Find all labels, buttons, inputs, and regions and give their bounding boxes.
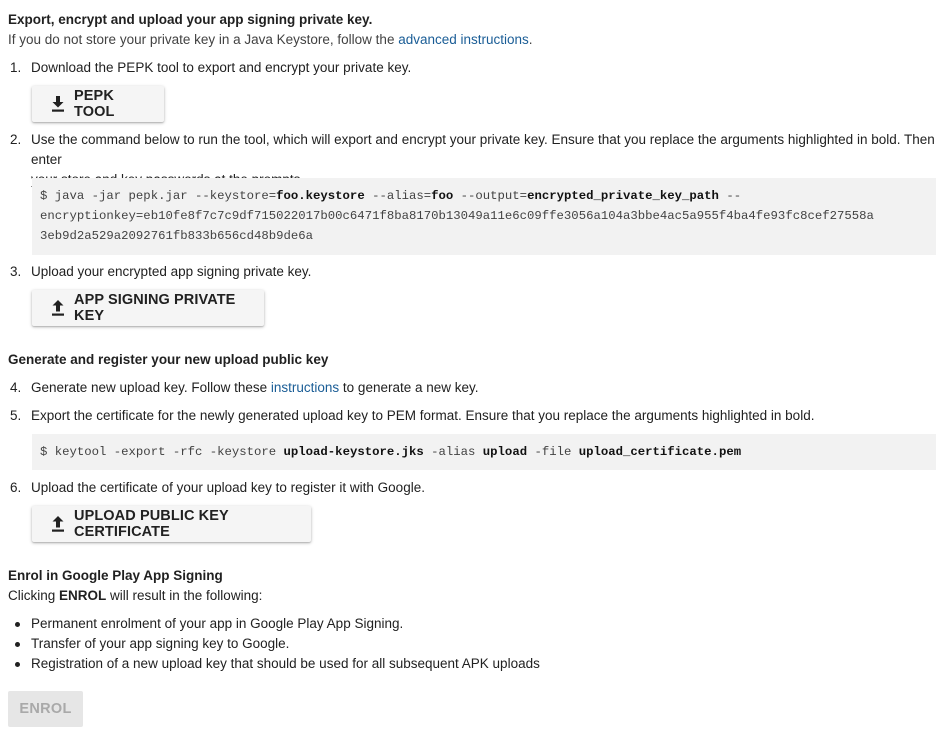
list-item: Permanent enrolment of your app in Google Play App Signing. bbox=[0, 614, 540, 634]
app-signing-private-key-button[interactable] bbox=[32, 290, 264, 326]
step-2-line-1: Use the command below to run the tool, which will export and encrypt your private key. Ensure that you replace the arguments highlighted in bold. Then enter bbox=[31, 132, 935, 167]
cmd-arg-keystore: upload-keystore.jks bbox=[283, 445, 424, 459]
section-heading-upload-key: Generate and register your new upload public key bbox=[8, 352, 329, 367]
step-5-number: 5. bbox=[10, 408, 22, 423]
enrol-intro-suffix: will result in the following: bbox=[106, 588, 263, 603]
list-item: Transfer of your app signing key to Google. bbox=[0, 634, 540, 654]
cmd-text: -- bbox=[718, 189, 742, 203]
cmd-text: -alias bbox=[423, 445, 483, 459]
section-intro-export bbox=[8, 32, 533, 47]
upload-icon bbox=[51, 516, 65, 532]
instructions-link[interactable]: instructions bbox=[270, 380, 340, 395]
cmd-arg-output: encrypted_private_key_path bbox=[527, 189, 719, 203]
upload-icon bbox=[51, 300, 65, 316]
command-line-2: encryptionkey=eb10fe8f7c7c9df715022017b00c6471f8ba8170b13049a11e6c09ffe3056a104a3bbe4ac5a955f4ba4fe93fc8cef27558a bbox=[40, 209, 874, 223]
cmd-arg-alias: foo bbox=[431, 189, 454, 203]
keytool-command-line bbox=[40, 442, 928, 462]
step-1-text: Download the PEPK tool to export and encrypt your private key. bbox=[31, 60, 412, 75]
enrol-consequences-list bbox=[0, 614, 540, 674]
cmd-text: --alias= bbox=[364, 189, 432, 203]
enrol-intro-bold: ENROL bbox=[59, 588, 107, 603]
step-4-number: 4. bbox=[10, 380, 22, 395]
step-4-text bbox=[31, 378, 479, 398]
list-item: Registration of a new upload key that should be used for all subsequent APK uploads bbox=[0, 654, 540, 674]
section-heading-export: Export, encrypt and upload your app signing private key. bbox=[8, 12, 373, 27]
advanced-instructions-link[interactable]: advanced instructions bbox=[398, 32, 529, 47]
app-signing-private-key-label: APP SIGNING PRIVATE KEY bbox=[74, 292, 236, 324]
cmd-text: $ java -jar pepk.jar --keystore= bbox=[40, 189, 277, 203]
cmd-text: --output= bbox=[453, 189, 528, 203]
section-heading-enrol: Enrol in Google Play App Signing bbox=[8, 568, 223, 583]
step-3-text: Upload your encrypted app signing private key. bbox=[31, 264, 312, 279]
cmd-arg-keystore: foo.keystore bbox=[276, 189, 365, 203]
step-3-number: 3. bbox=[10, 264, 22, 279]
enrol-button[interactable]: ENROL bbox=[8, 691, 83, 727]
keytool-command-block[interactable] bbox=[32, 434, 936, 470]
pepk-command-block[interactable] bbox=[32, 178, 936, 255]
upload-public-key-certificate-label: UPLOAD PUBLIC KEY CERTIFICATE bbox=[74, 508, 229, 540]
enrol-intro-prefix: Clicking bbox=[8, 588, 60, 603]
step-1-number: 1. bbox=[10, 60, 22, 75]
cmd-arg-file: upload_certificate.pem bbox=[578, 445, 742, 459]
step-4-prefix: Generate new upload key. Follow these bbox=[31, 380, 271, 395]
download-icon bbox=[51, 96, 65, 112]
intro-suffix: . bbox=[528, 32, 533, 47]
command-line-3: 3eb9d2a529a2092761fb833b656cd48b9de6a bbox=[40, 229, 314, 243]
section-intro-enrol bbox=[8, 588, 262, 603]
step-6-number: 6. bbox=[10, 480, 22, 495]
pepk-tool-label: PEPK TOOL bbox=[74, 88, 115, 120]
cmd-text: -file bbox=[527, 445, 579, 459]
upload-public-key-certificate-button[interactable] bbox=[32, 506, 311, 542]
intro-text: If you do not store your private key in a Java Keystore, follow the bbox=[8, 32, 399, 47]
step-5-text: Export the certificate for the newly generated upload key to PEM format. Ensure that you replace the arguments highlighted in bold. bbox=[31, 408, 815, 423]
step-2-number: 2. bbox=[10, 132, 22, 147]
command-line-1 bbox=[40, 186, 928, 206]
pepk-tool-button[interactable] bbox=[32, 86, 164, 122]
step-6-text: Upload the certificate of your upload key to register it with Google. bbox=[31, 480, 425, 495]
cmd-arg-alias: upload bbox=[482, 445, 528, 459]
cmd-text: $ keytool -export -rfc -keystore bbox=[40, 445, 284, 459]
step-4-suffix: to generate a new key. bbox=[339, 380, 479, 395]
